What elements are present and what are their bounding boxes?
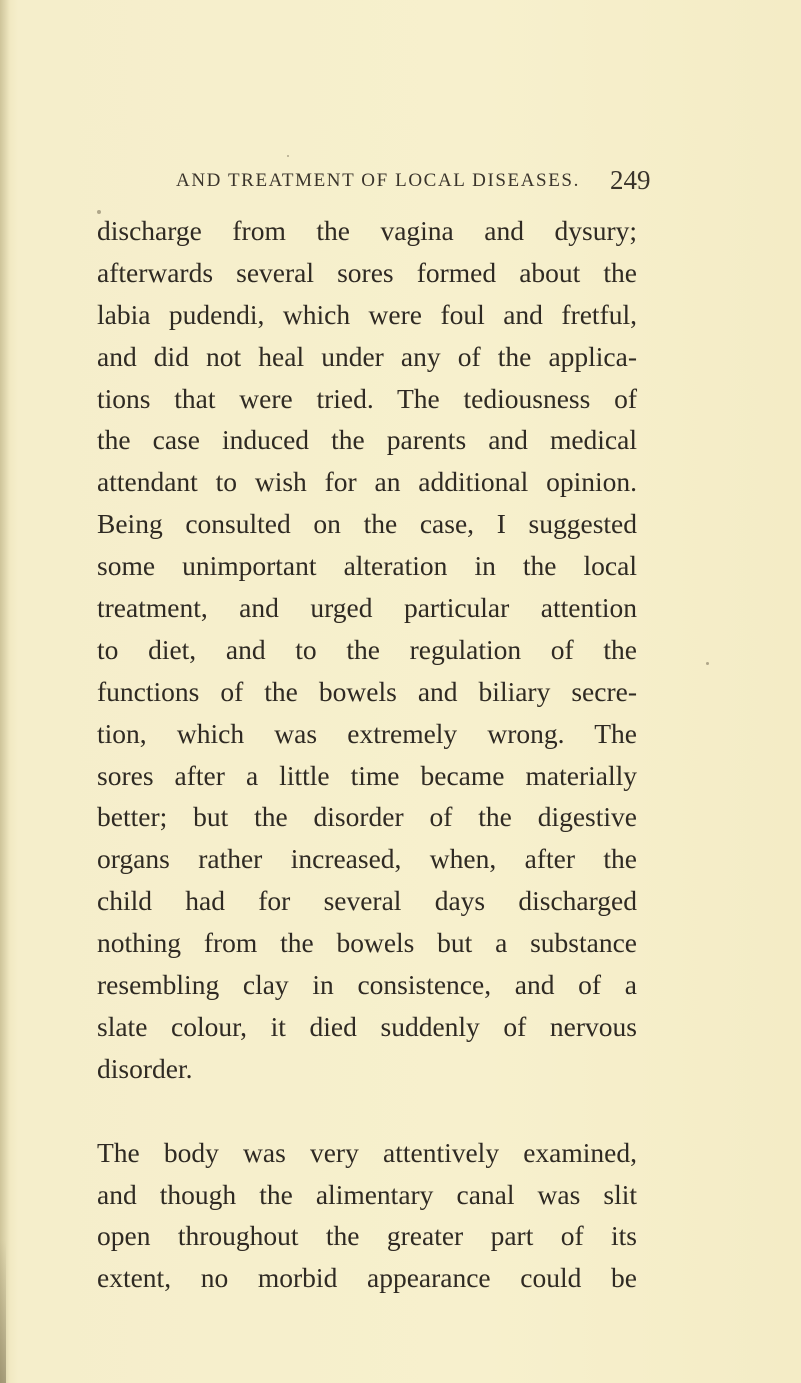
text-line: tion, which was extremely wrong. The (97, 717, 637, 749)
running-title: AND TREATMENT OF LOCAL DISEASES. (176, 170, 580, 191)
text-line: better; but the disorder of the digestive (97, 801, 637, 833)
text-line: open throughout the greater part of its (97, 1220, 637, 1252)
text-line: The body was very attentively examined, (97, 1136, 637, 1168)
text-line: and did not heal under any of the applica- (97, 340, 637, 372)
gutter-shadow (0, 0, 10, 1383)
text-line: the case induced the parents and medical (97, 424, 637, 456)
paragraph-gap (97, 1090, 637, 1132)
text-line: slate colour, it died suddenly of nervous (97, 1010, 637, 1042)
text-line: and though the alimentary canal was slit (97, 1178, 637, 1210)
text-line: attendant to wish for an additional opinion. (97, 466, 637, 498)
gutter-shadow-bottom (0, 1240, 6, 1383)
text-line: to diet, and to the regulation of the (97, 633, 637, 665)
text-line: tions that were tried. The tediousness of (97, 382, 637, 414)
text-line: discharge from the vagina and dysury; (97, 215, 637, 246)
text-line: sores after a little time became materially (97, 759, 637, 791)
text-line: Being consulted on the case, I suggested (97, 508, 637, 540)
paragraph-2 (97, 1132, 637, 1300)
text-line: treatment, and urged particular attention (97, 592, 637, 624)
text-line: some unimportant alteration in the local (97, 550, 637, 582)
paper-speck (706, 662, 709, 665)
text-line: labia pudendi, which were foul and fretful, (97, 298, 637, 330)
text-line: extent, no morbid appearance could be (97, 1262, 637, 1294)
paragraph-1 (97, 210, 637, 1090)
text-line: nothing from the bowels but a substance (97, 927, 637, 959)
text-line: disorder. (97, 1052, 193, 1084)
text-line: organs rather increased, when, after the (97, 843, 637, 875)
text-line: afterwards several sores formed about the (97, 256, 637, 288)
body-text (97, 210, 637, 1299)
paper-speck (287, 155, 289, 157)
text-line: functions of the bowels and biliary secre- (97, 675, 637, 707)
page-number: 249 (610, 165, 651, 195)
text-line: resembling clay in consistence, and of a (97, 969, 637, 1001)
text-line: child had for several days discharged (97, 885, 637, 917)
